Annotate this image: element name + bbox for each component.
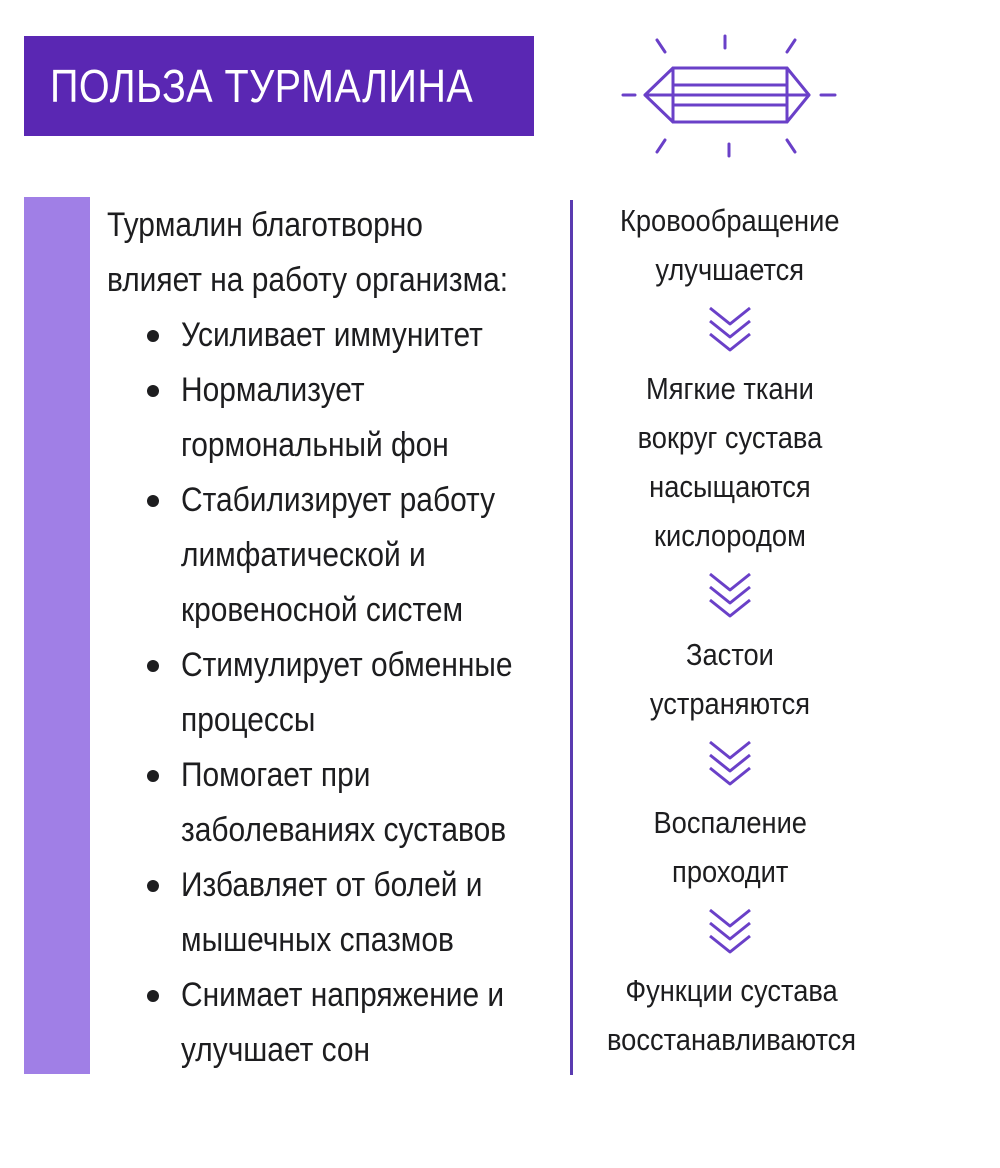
benefit-item [145, 858, 585, 968]
bullet-icon [147, 330, 159, 342]
intro-line-1: Турмалин благотворно [107, 206, 423, 244]
flow-step [590, 966, 870, 1064]
chevron-down-icon [590, 896, 870, 966]
benefit-item [145, 473, 585, 638]
intro-text [107, 198, 521, 308]
chevron-down-icon [590, 728, 870, 798]
chevron-down-icon [590, 560, 870, 630]
flow-step [590, 196, 870, 294]
bullet-icon [147, 495, 159, 507]
benefit-text: Стабилизирует работу лимфатической и кровеносной систем [181, 481, 496, 629]
bullet-icon [147, 385, 159, 397]
benefit-item [145, 968, 585, 1078]
benefits-list [145, 308, 585, 1078]
flow-step-text: Воспаление проходит [653, 805, 807, 889]
side-accent-bar [24, 197, 90, 1074]
process-flow [590, 196, 870, 1064]
flow-step [590, 630, 870, 728]
benefit-item [145, 363, 585, 473]
title-banner [24, 36, 534, 136]
flow-step [590, 798, 870, 896]
bullet-icon [147, 990, 159, 1002]
benefit-item [145, 638, 585, 748]
flow-step-text: Мягкие ткани вокруг сустава насыщаются кислородом [637, 371, 823, 553]
benefit-text: Нормализует гормональный фон [181, 371, 449, 464]
flow-step-text: Застои устраняются [649, 637, 811, 721]
flow-step-text: Кровообращение улучшается [620, 203, 840, 287]
benefit-text: Усиливает иммунитет [181, 316, 483, 354]
benefit-text: Стимулирует обменные процессы [181, 646, 513, 739]
page-title: ПОЛЬЗА ТУРМАЛИНА [50, 60, 474, 112]
flow-step-text: Функции сустава восстанавливаются [606, 973, 857, 1057]
intro-line-2: влияет на работу организма: [107, 261, 509, 299]
benefit-item [145, 748, 585, 858]
flow-step [590, 364, 870, 560]
bullet-icon [147, 660, 159, 672]
benefit-text: Снимает напряжение и улучшает сон [181, 976, 505, 1069]
benefit-text: Помогает при заболеваниях суставов [181, 756, 507, 849]
crystal-icon [615, 30, 845, 165]
bullet-icon [147, 880, 159, 892]
chevron-down-icon [590, 294, 870, 364]
bullet-icon [147, 770, 159, 782]
benefit-item [145, 308, 585, 363]
benefit-text: Избавляет от болей и мышечных спазмов [181, 866, 483, 959]
